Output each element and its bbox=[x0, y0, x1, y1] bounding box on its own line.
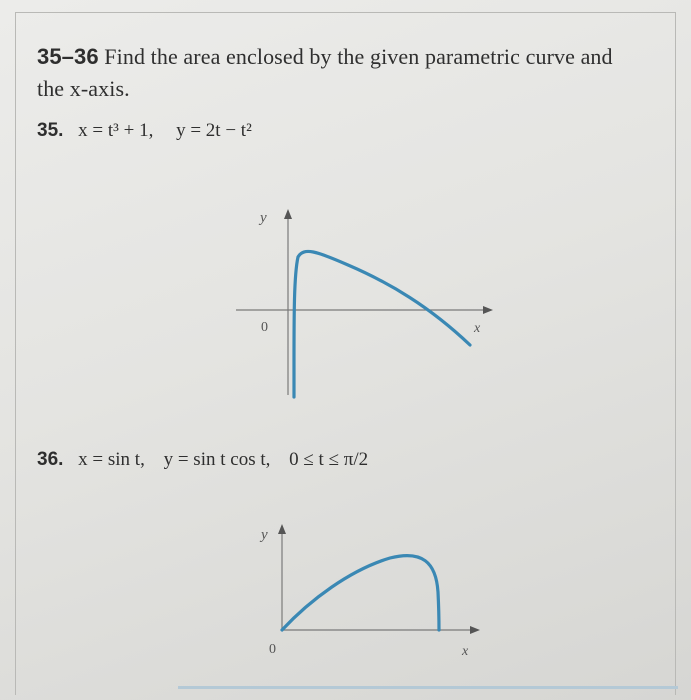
x-axis-arrow bbox=[470, 626, 480, 634]
problem-35-y-equation: y = 2t − t² bbox=[176, 120, 252, 141]
problem-35-x-equation: x = t³ + 1, bbox=[78, 120, 154, 141]
graph-35 bbox=[230, 195, 500, 405]
origin-label: 0 bbox=[261, 320, 268, 335]
problem-35 bbox=[37, 120, 252, 142]
y-axis-arrow bbox=[284, 209, 292, 219]
instruction-line-1 bbox=[37, 44, 613, 70]
problem-36-domain: 0 ≤ t ≤ π/2 bbox=[289, 449, 369, 470]
problem-range: 35–36 bbox=[37, 44, 99, 69]
parametric-curve-35 bbox=[294, 251, 470, 397]
instruction-text-1: Find the area enclosed by the given parametric curve and bbox=[104, 44, 613, 69]
problem-35-number: 35. bbox=[37, 120, 64, 141]
graph-36 bbox=[240, 512, 490, 662]
problem-36-y-equation: y = sin t cos t, bbox=[163, 449, 271, 470]
problem-36-x-equation: x = sin t, bbox=[78, 449, 145, 470]
x-axis-label: x bbox=[474, 321, 481, 336]
instruction-text-2: the x-axis. bbox=[37, 76, 130, 101]
x-axis-arrow bbox=[483, 306, 493, 314]
problem-36 bbox=[37, 449, 368, 471]
bottom-rule bbox=[178, 686, 678, 689]
y-axis-label: y bbox=[260, 210, 267, 226]
x-axis-label: x bbox=[462, 644, 469, 659]
instruction-line-2 bbox=[37, 76, 130, 102]
problem-36-number: 36. bbox=[37, 449, 64, 470]
y-axis-label: y bbox=[261, 527, 268, 543]
y-axis-arrow bbox=[278, 524, 286, 534]
parametric-curve-36 bbox=[282, 556, 439, 630]
origin-label: 0 bbox=[269, 642, 276, 657]
